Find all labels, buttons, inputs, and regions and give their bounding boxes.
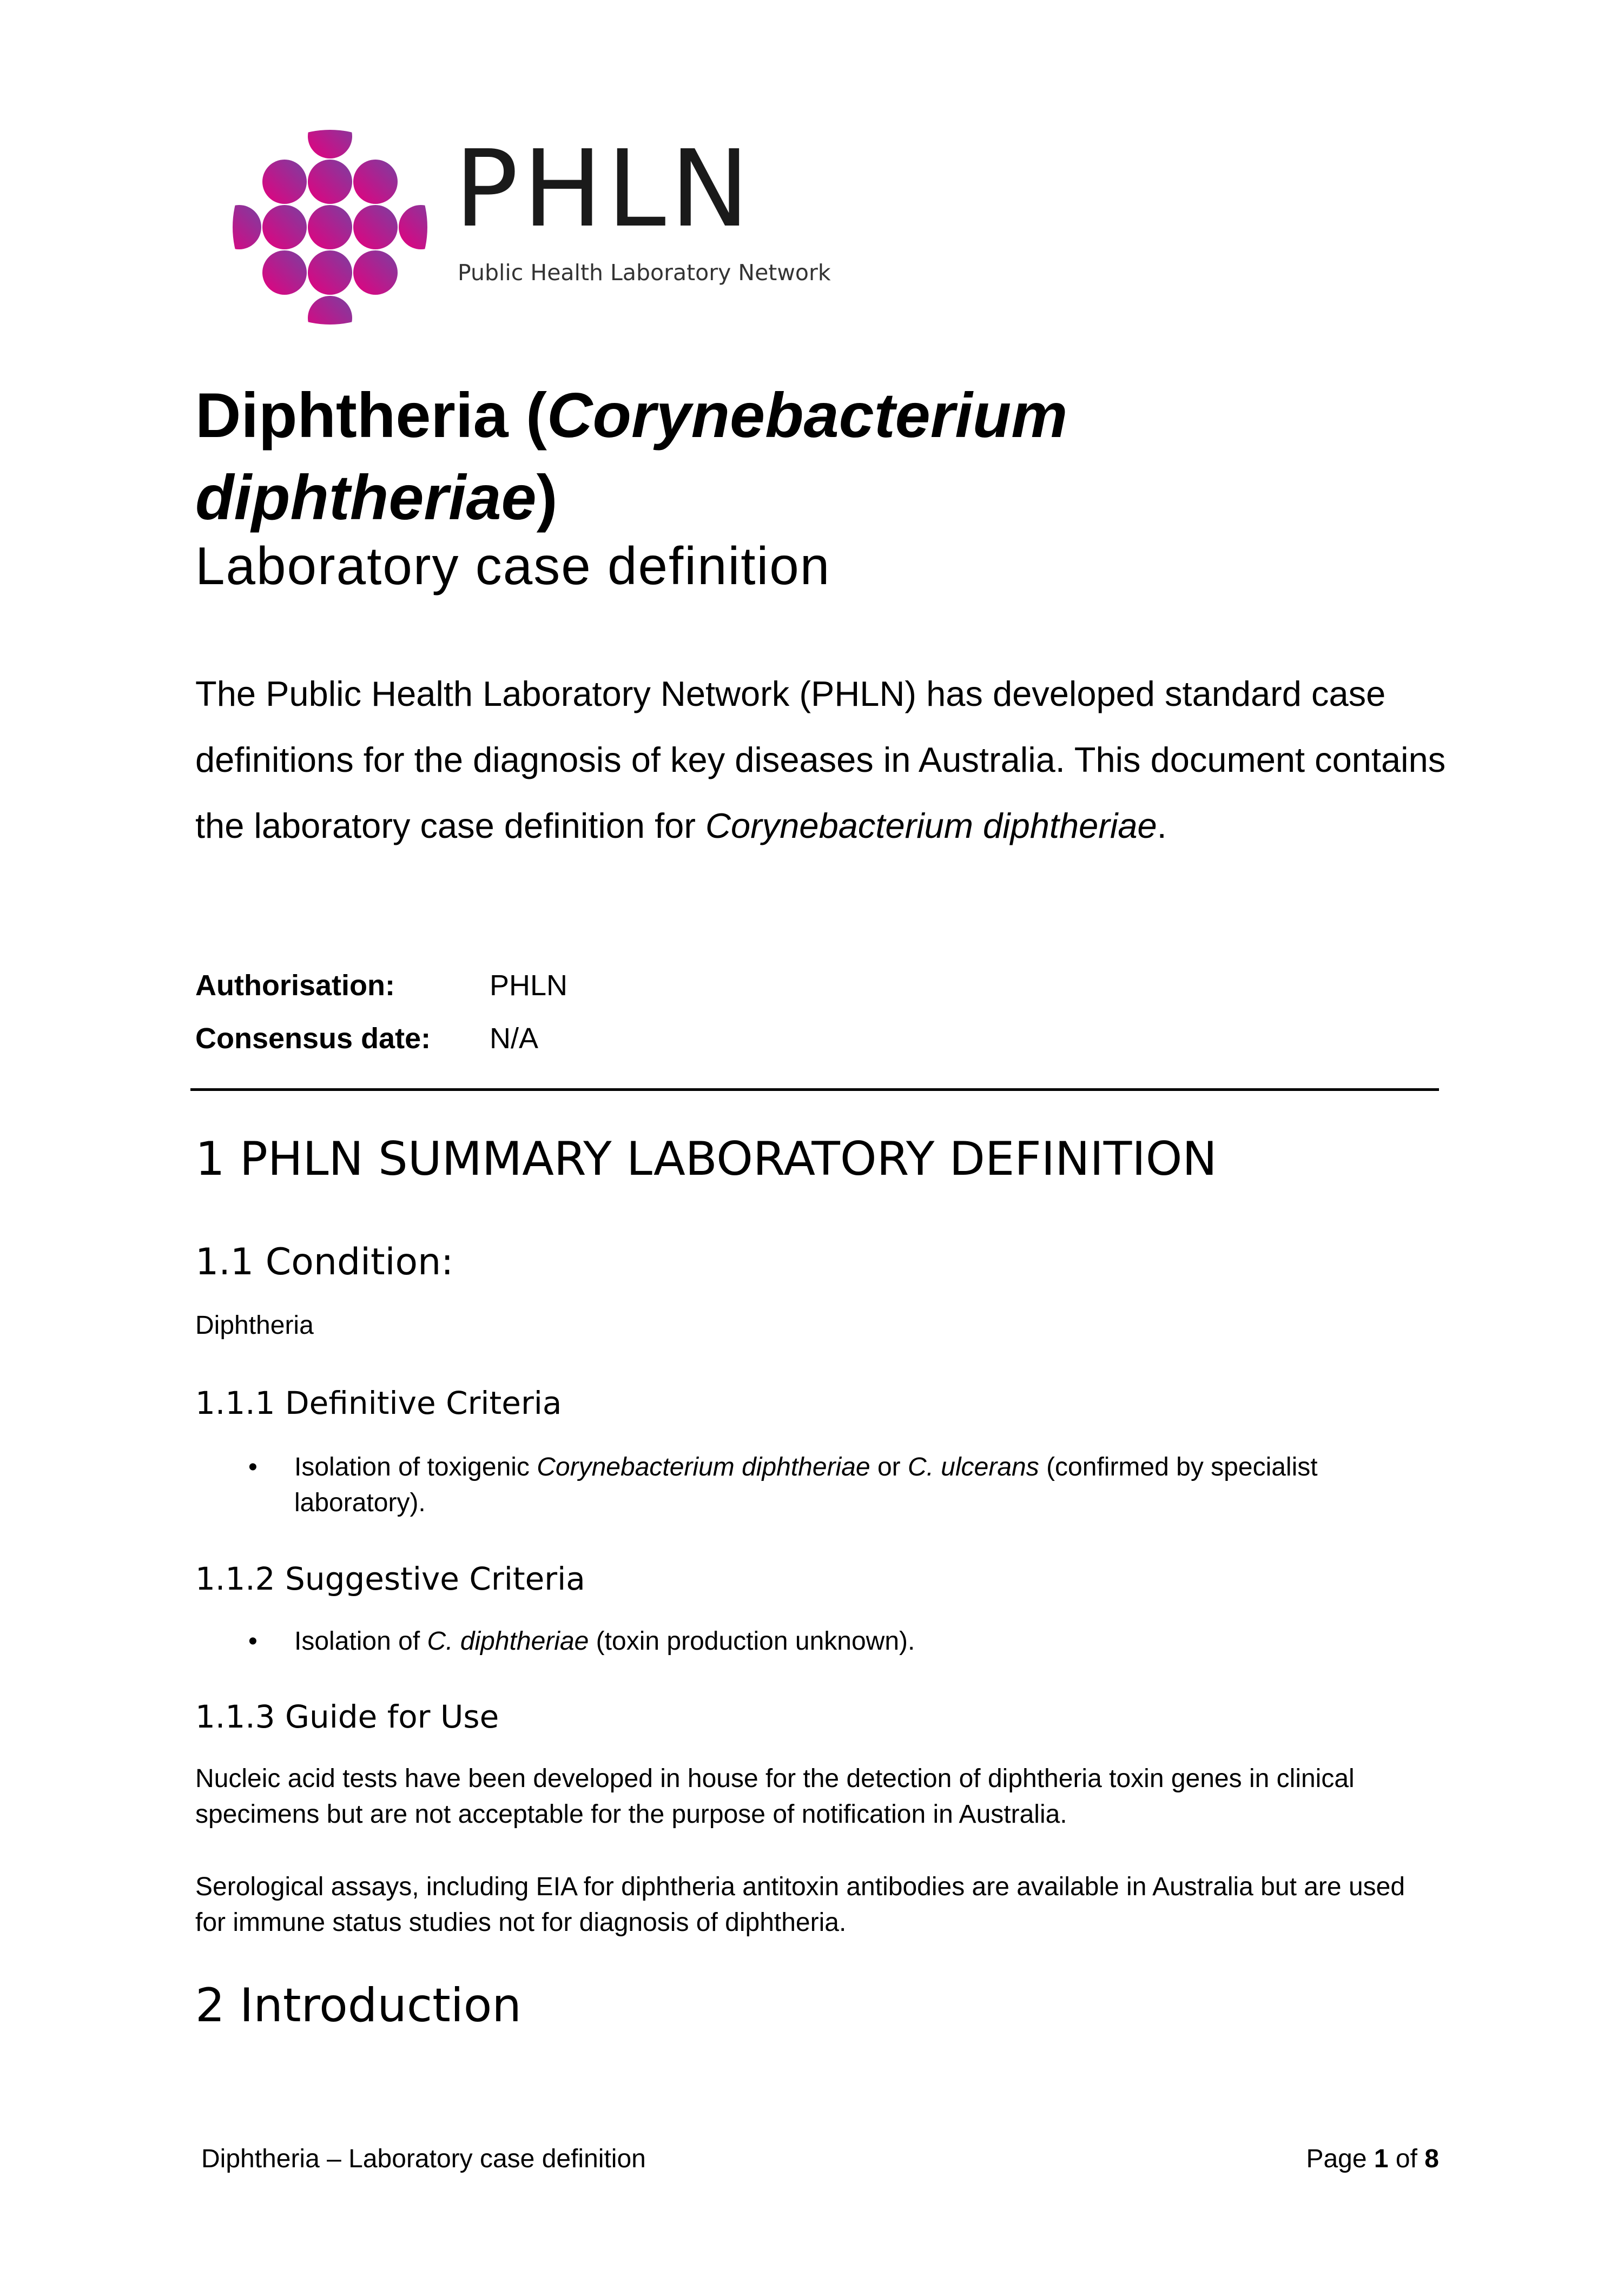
title-text: Diphtheria ( bbox=[195, 380, 547, 451]
logo-dot bbox=[308, 160, 352, 204]
bullet-text: or bbox=[870, 1453, 908, 1481]
bullet-italic: C. ulcerans bbox=[907, 1453, 1039, 1481]
section-divider bbox=[190, 1088, 1439, 1091]
bullet-text: Isolation of bbox=[294, 1627, 427, 1656]
logo-wordmark: PHLN bbox=[454, 128, 754, 251]
suggestive-criteria-heading: 1.1.2 Suggestive Criteria bbox=[195, 1560, 585, 1597]
page-current: 1 bbox=[1374, 2145, 1389, 2173]
document-subtitle: Laboratory case definition bbox=[195, 536, 831, 595]
intro-text: The Public Health Laboratory Network (PHLN) has developed standard case definitions for the diagnosis of key diseases in Australia. This document contains the laboratory case definition for bbox=[195, 674, 1446, 845]
authorisation-label: Authorisation: bbox=[195, 969, 395, 1002]
title-close: ) bbox=[536, 462, 558, 533]
document-title bbox=[195, 374, 1440, 539]
logo-tagline: Public Health Laboratory Network bbox=[458, 260, 831, 286]
bullet-text: Isolation of toxigenic bbox=[294, 1453, 537, 1481]
condition-value: Diphtheria bbox=[195, 1311, 314, 1340]
logo-dot bbox=[308, 124, 352, 158]
intro-paragraph bbox=[195, 661, 1456, 859]
page-number bbox=[1306, 2146, 1439, 2172]
section-2-heading: 2 Introduction bbox=[195, 1979, 521, 2033]
page-total: 8 bbox=[1424, 2145, 1439, 2173]
guide-paragraph-1: Nucleic acid tests have been developed in house for the detection of diphtheria toxin genes in clinical specimens but are not acceptable for the purpose of notification in Australia. bbox=[195, 1764, 1355, 1829]
logo-dot bbox=[353, 250, 398, 295]
consensus-date-value: N/A bbox=[490, 1022, 539, 1055]
bullet-icon: • bbox=[248, 1627, 258, 1656]
consensus-date-label: Consensus date: bbox=[195, 1022, 431, 1055]
logo-dot bbox=[262, 250, 307, 295]
guide-for-use-heading: 1.1.3 Guide for Use bbox=[195, 1698, 499, 1735]
intro-italic: Corynebacterium diphtheriae bbox=[705, 806, 1157, 845]
logo-dot bbox=[308, 296, 352, 330]
definitive-criteria-bullet bbox=[294, 1450, 1430, 1521]
guide-paragraph-2: Serological assays, including EIA for diphtheria antitoxin antibodies are available in Australia but are used for immune status studies not for diagnosis of diphtheria. bbox=[195, 1872, 1405, 1937]
logo-dot bbox=[353, 160, 398, 204]
bullet-italic: Corynebacterium diphtheriae bbox=[537, 1453, 870, 1481]
logo-dot bbox=[262, 160, 307, 204]
logo-dot bbox=[353, 205, 398, 249]
logo-dot bbox=[399, 205, 433, 249]
logo-dot bbox=[308, 205, 352, 249]
bullet-icon: • bbox=[248, 1453, 258, 1481]
title-italic: Corynebacterium diphtheriae bbox=[195, 380, 1068, 533]
bullet-italic: C. diphtheriae bbox=[427, 1627, 589, 1656]
logo-dot bbox=[308, 250, 352, 295]
section-1-heading: 1 PHLN SUMMARY LABORATORY DEFINITION bbox=[195, 1132, 1217, 1186]
condition-heading: 1.1 Condition: bbox=[195, 1241, 454, 1283]
page-label: Page bbox=[1306, 2145, 1374, 2173]
suggestive-criteria-bullet bbox=[294, 1624, 1430, 1659]
bullet-text: (toxin production unknown). bbox=[589, 1627, 915, 1656]
logo-dot bbox=[227, 205, 261, 249]
definitive-criteria-heading: 1.1.1 Definitive Criteria bbox=[195, 1385, 562, 1421]
intro-end: . bbox=[1157, 806, 1167, 845]
phln-logo-icon bbox=[227, 124, 433, 330]
footer-title: Diphtheria – Laboratory case definition bbox=[201, 2145, 646, 2173]
page-of-label: of bbox=[1388, 2145, 1425, 2173]
bullet-text: (confirmed by specialist laboratory). bbox=[294, 1453, 1318, 1517]
authorisation-value: PHLN bbox=[490, 969, 568, 1002]
logo-dot bbox=[262, 205, 307, 249]
